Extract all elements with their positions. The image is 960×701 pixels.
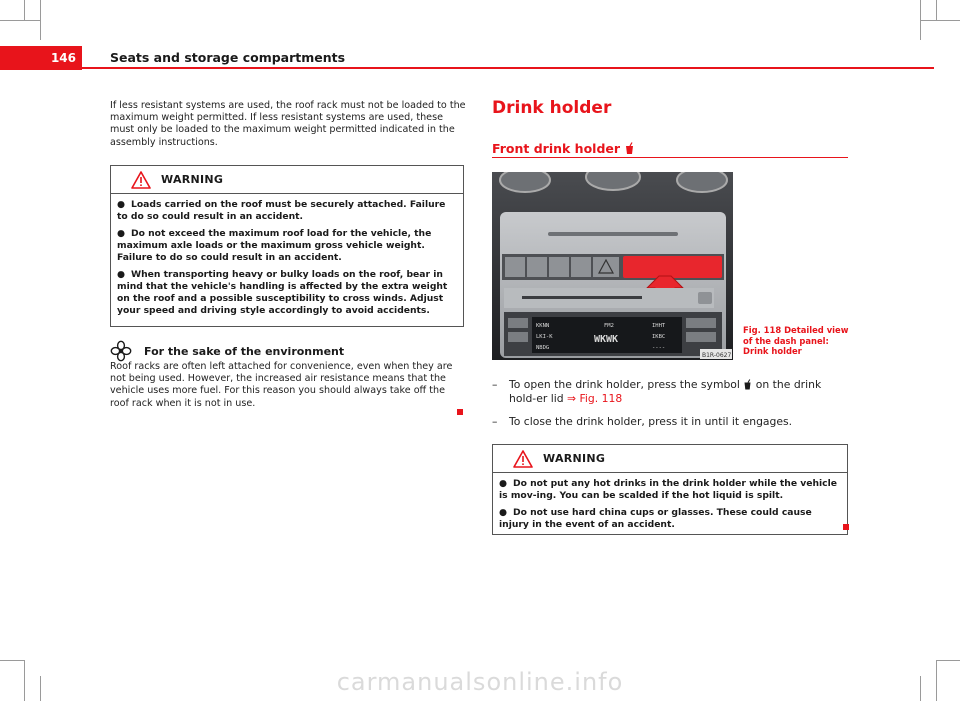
radio-line: IHHT [652,323,666,329]
subsection-title: Front drink holder [492,141,635,156]
section-end-mark [457,409,463,415]
page-header-title: Seats and storage compartments [110,50,346,65]
watermark: carmanualsonline.info [336,668,624,696]
drink-cup-icon [743,379,752,390]
warning-header [493,445,847,473]
warning-triangle-icon [131,171,151,189]
warning-label: WARNING [161,173,224,186]
dash-panel-illustration [492,172,733,360]
radio-line: IKBC [652,334,666,340]
warning-box-drinks [492,444,848,535]
intro-paragraph: If less resistant systems are used, the roof rack must not be loaded to the maximum weight permitted. If less resistant systems are used, these must only be loaded to the maximum weight permitted indicated in the assembly instructions. [110,100,466,148]
radio-line: ---- [652,345,666,351]
environment-paragraph: Roof racks are often left attached for convenience, even when they are not being used. However, the increased air resistance means that the vehicle uses more fuel. For this reason you should always take off the roof rack when it is not in use. [110,361,453,409]
radio-band: FM2 [604,323,614,329]
radio-line: KKNN [536,323,550,329]
radio-line: LKI-K [536,334,553,340]
radio-line: NBDG [536,345,550,351]
warning-item: ● When transporting heavy or bulky loads on the roof, bear in mind that the vehicle's handling is affected by the extra weight on the roof and a possible susceptibility to cross winds. Adjust your speed and driving style accordingly to avoid accidents. [117,269,448,316]
warning-header [111,166,463,194]
warning-item: ● Do not put any hot drinks in the drink holder while the vehicle is mov-ing. You can be scalded if the hot liquid is spilt. [499,478,837,501]
crop-mark [0,20,40,21]
crop-mark [936,660,960,661]
step-close: – To close the drink holder, press it in until it engages. [492,415,793,428]
header-rule [82,67,934,69]
crop-mark [0,660,24,661]
warning-item: ● Loads carried on the roof must be securely attached. Failure to do so could result in an accident. [117,199,446,222]
warning-item: ● Do not exceed the maximum roof load for the vehicle, the maximum axle loads or the maximum gross vehicle weight. Failure to do so could result in an accident. [117,228,432,263]
section-title: Drink holder [492,98,612,118]
crop-mark [920,20,960,21]
drink-holder-lid [623,256,722,278]
drink-cup-icon [624,142,635,155]
crop-mark [936,0,937,20]
figure-caption: Fig. 118 Detailed view of the dash panel: Drink holder [743,325,849,356]
crop-mark [24,0,25,20]
figure-image-code: B1R-0627 [702,352,732,359]
crop-mark [40,0,41,40]
subsection-rule [492,157,848,158]
figure-dash-panel [492,172,733,360]
flower-environment-icon [110,340,132,362]
figure-reference-link[interactable]: ⇒ Fig. 118 [567,392,623,405]
section-end-mark [843,524,849,530]
radio-station: WKWK [594,334,619,345]
environment-heading-row [110,340,344,362]
step-open: – To open the drink holder, press the symbol on the drink hold-er lid ⇒ Fig. 118 [492,378,822,405]
page-number: 146 [0,46,82,70]
environment-heading: For the sake of the environment [144,344,345,358]
warning-label: WARNING [543,452,606,465]
warning-triangle-icon [513,450,533,468]
warning-item: ● Do not use hard china cups or glasses. These could cause injury in the event of an accident. [499,507,812,530]
warning-box-roof [110,165,464,327]
